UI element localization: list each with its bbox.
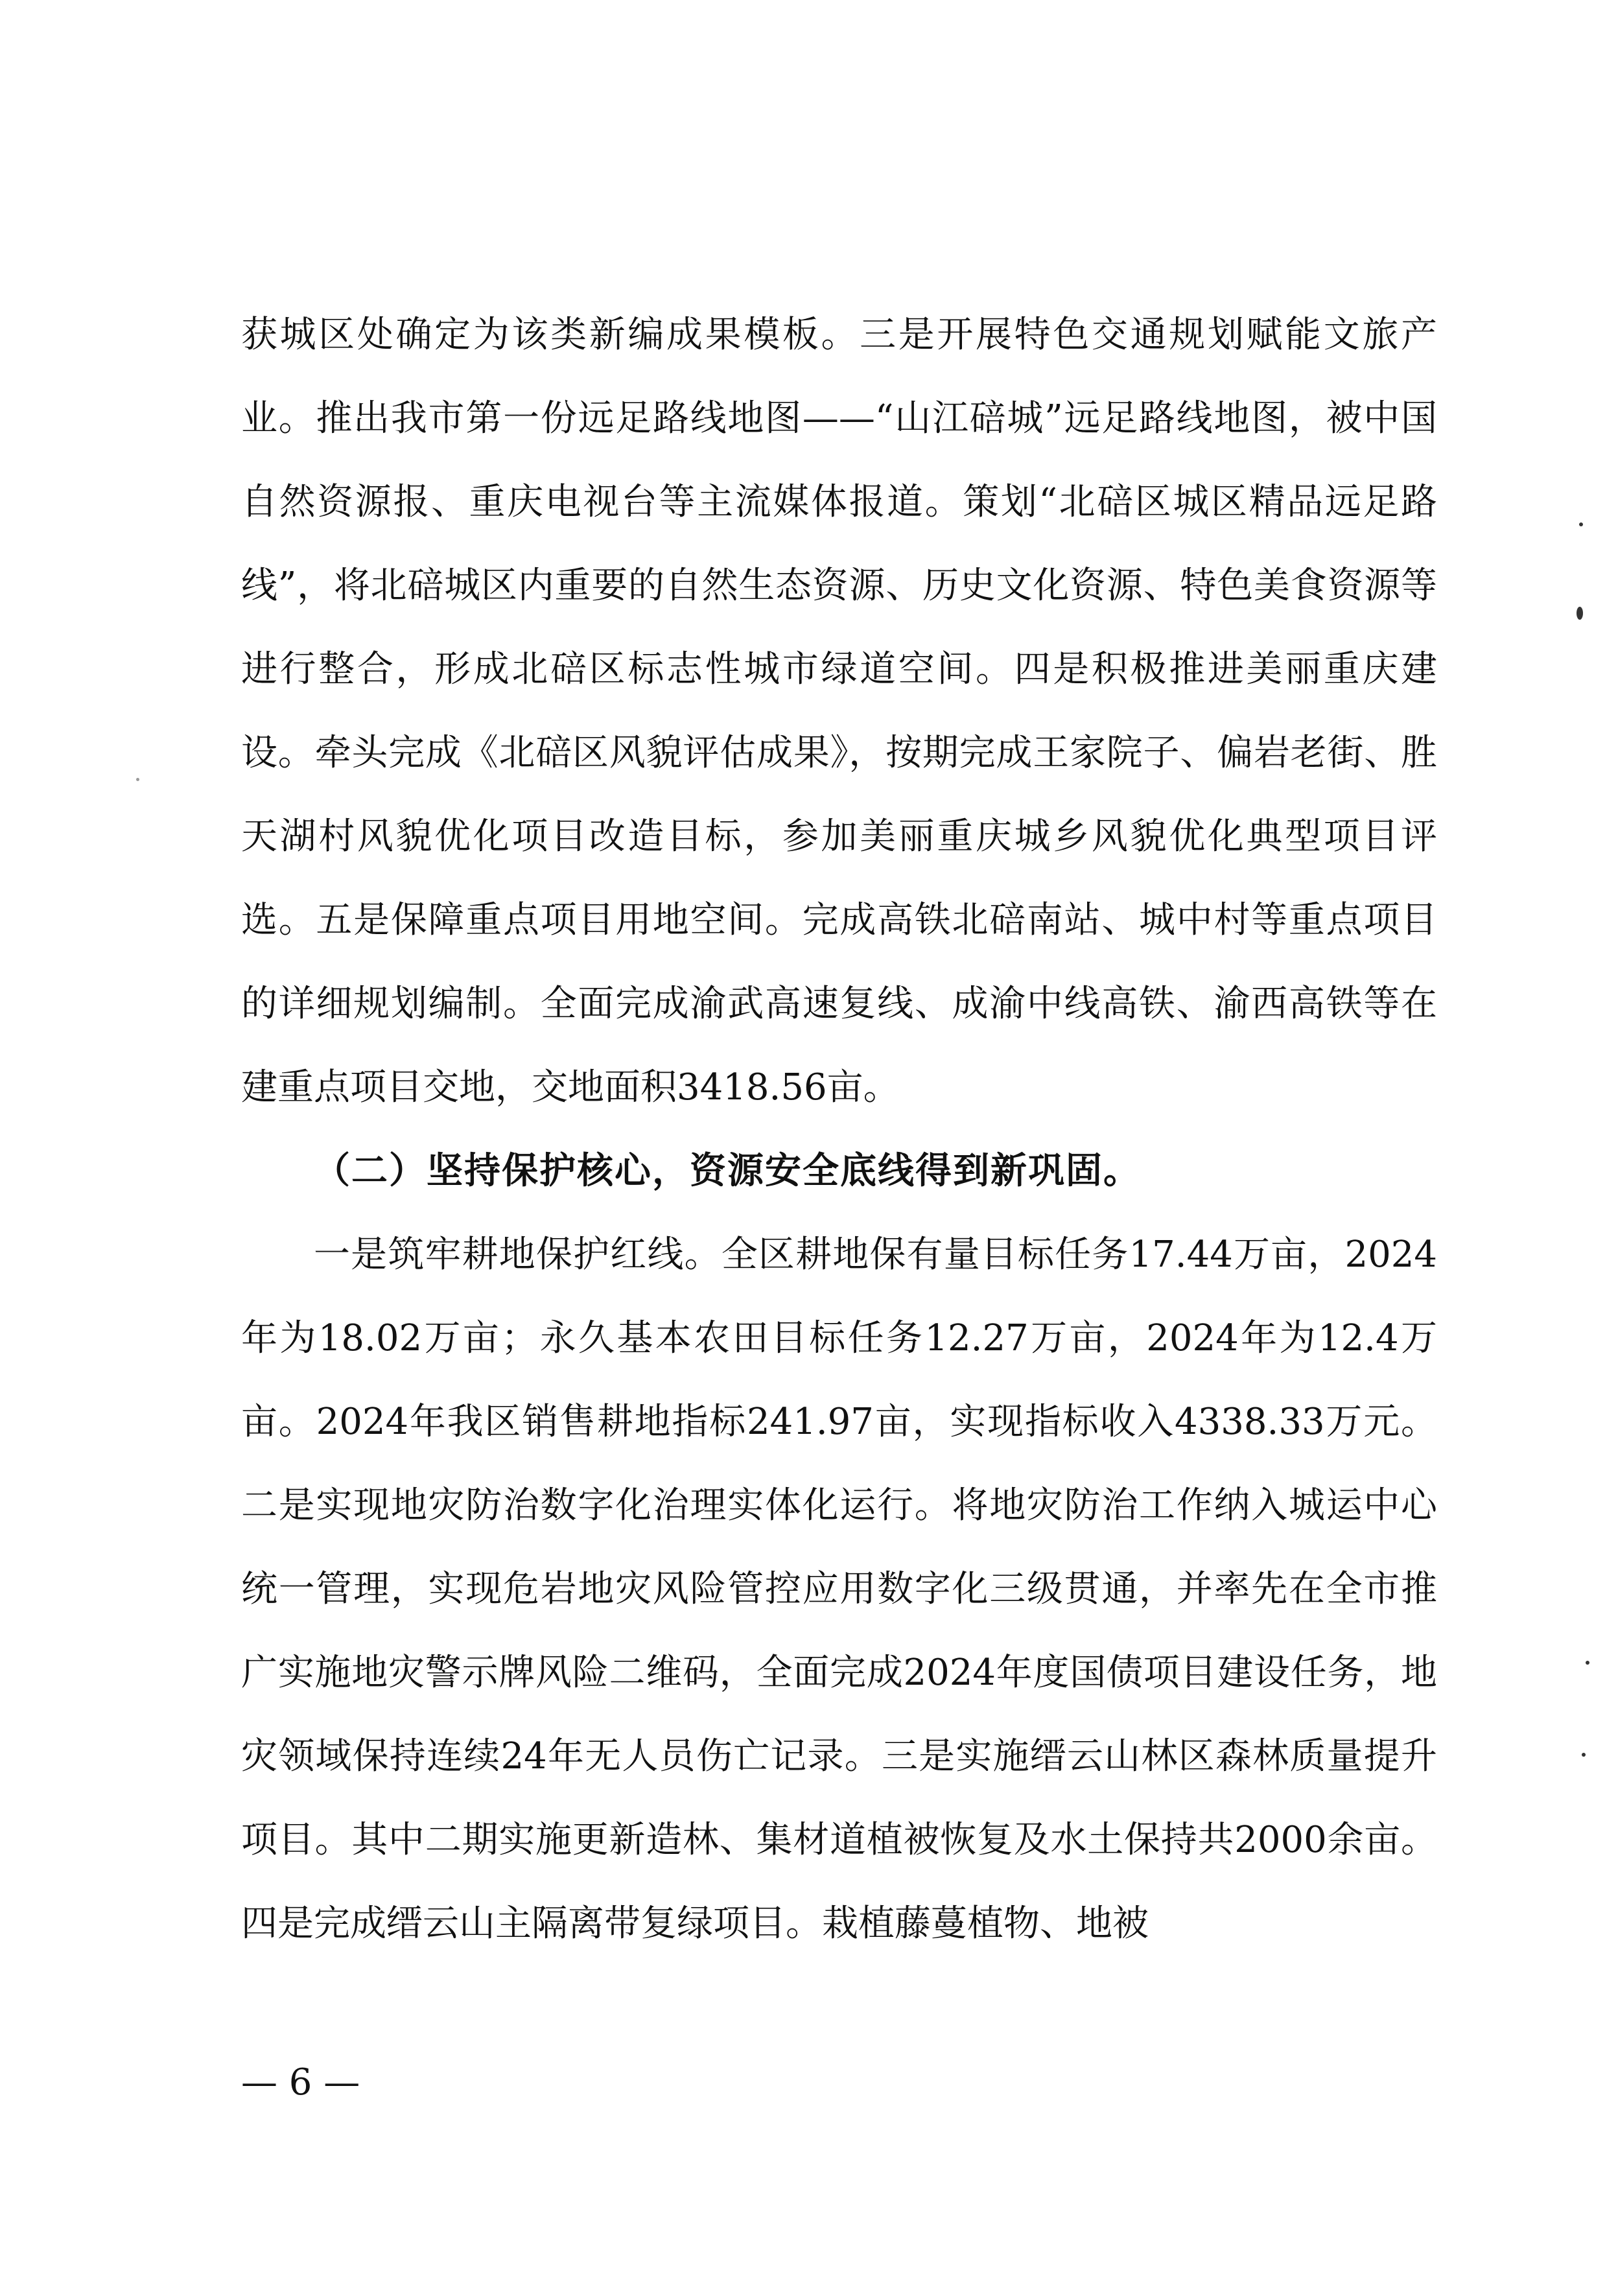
paragraph-resource-security: 一是筑牢耕地保护红线。全区耕地保有量目标任务17.44万亩，2024年为18.02万亩；永久基本农田目标任务12.27万亩，2024年为12.4万亩。2024年我区销售耕地指标241.97亩，实现指标收入4338.33万元。二是实现地灾防治数字化治理实体化运行。将地灾防治工作纳入城运中心统一管理，实现危岩地灾风险管控应用数字化三级贯通，并率先在全市推广实施地灾警示牌风险二维码，全面完成2024年度国债项目建设任务，地灾领域保持连续24年无人员伤亡记录。三是实施缙云山林区森林质量提升项目。其中二期实施更新造林、集材道植被恢复及水土保持共2000余亩。四是完成缙云山主隔离带复绿项目。栽植藤蔓植物、地被 — [241, 1234, 1437, 1945]
body-text — [241, 293, 1437, 1965]
scan-speck — [1577, 607, 1583, 620]
scan-speck — [1582, 1753, 1586, 1757]
section-heading: （二）坚持保护核心，资源安全底线得到新巩固。 — [314, 1150, 1141, 1192]
scan-speck — [1579, 522, 1583, 526]
scan-speck — [136, 778, 139, 781]
page-number: — 6 — — [241, 2061, 360, 2103]
paragraph-continued: 获城区处确定为该类新编成果模板。三是开展特色交通规划赋能文旅产业。推出我市第一份远足路线地图——“山江碚城”远足路线地图，被中国自然资源报、重庆电视台等主流媒体报道。策划“北碚区城区精品远足路线”，将北碚城区内重要的自然生态资源、历史文化资源、特色美食资源等进行整合，形成北碚区标志性城市绿道空间。四是积极推进美丽重庆建设。牵头完成《北碚区风貌评估成果》，按期完成王家院子、偏岩老街、胜天湖村风貌优化项目改造目标，参加美丽重庆城乡风貌优化典型项目评选。五是保障重点项目用地空间。完成高铁北碚南站、城中村等重点项目的详细规划编制。全面完成渝武高速复线、成渝中线高铁、渝西高铁等在建重点项目交地，交地面积3418.56亩。 — [241, 314, 1437, 1108]
scan-speck — [1586, 1661, 1589, 1665]
